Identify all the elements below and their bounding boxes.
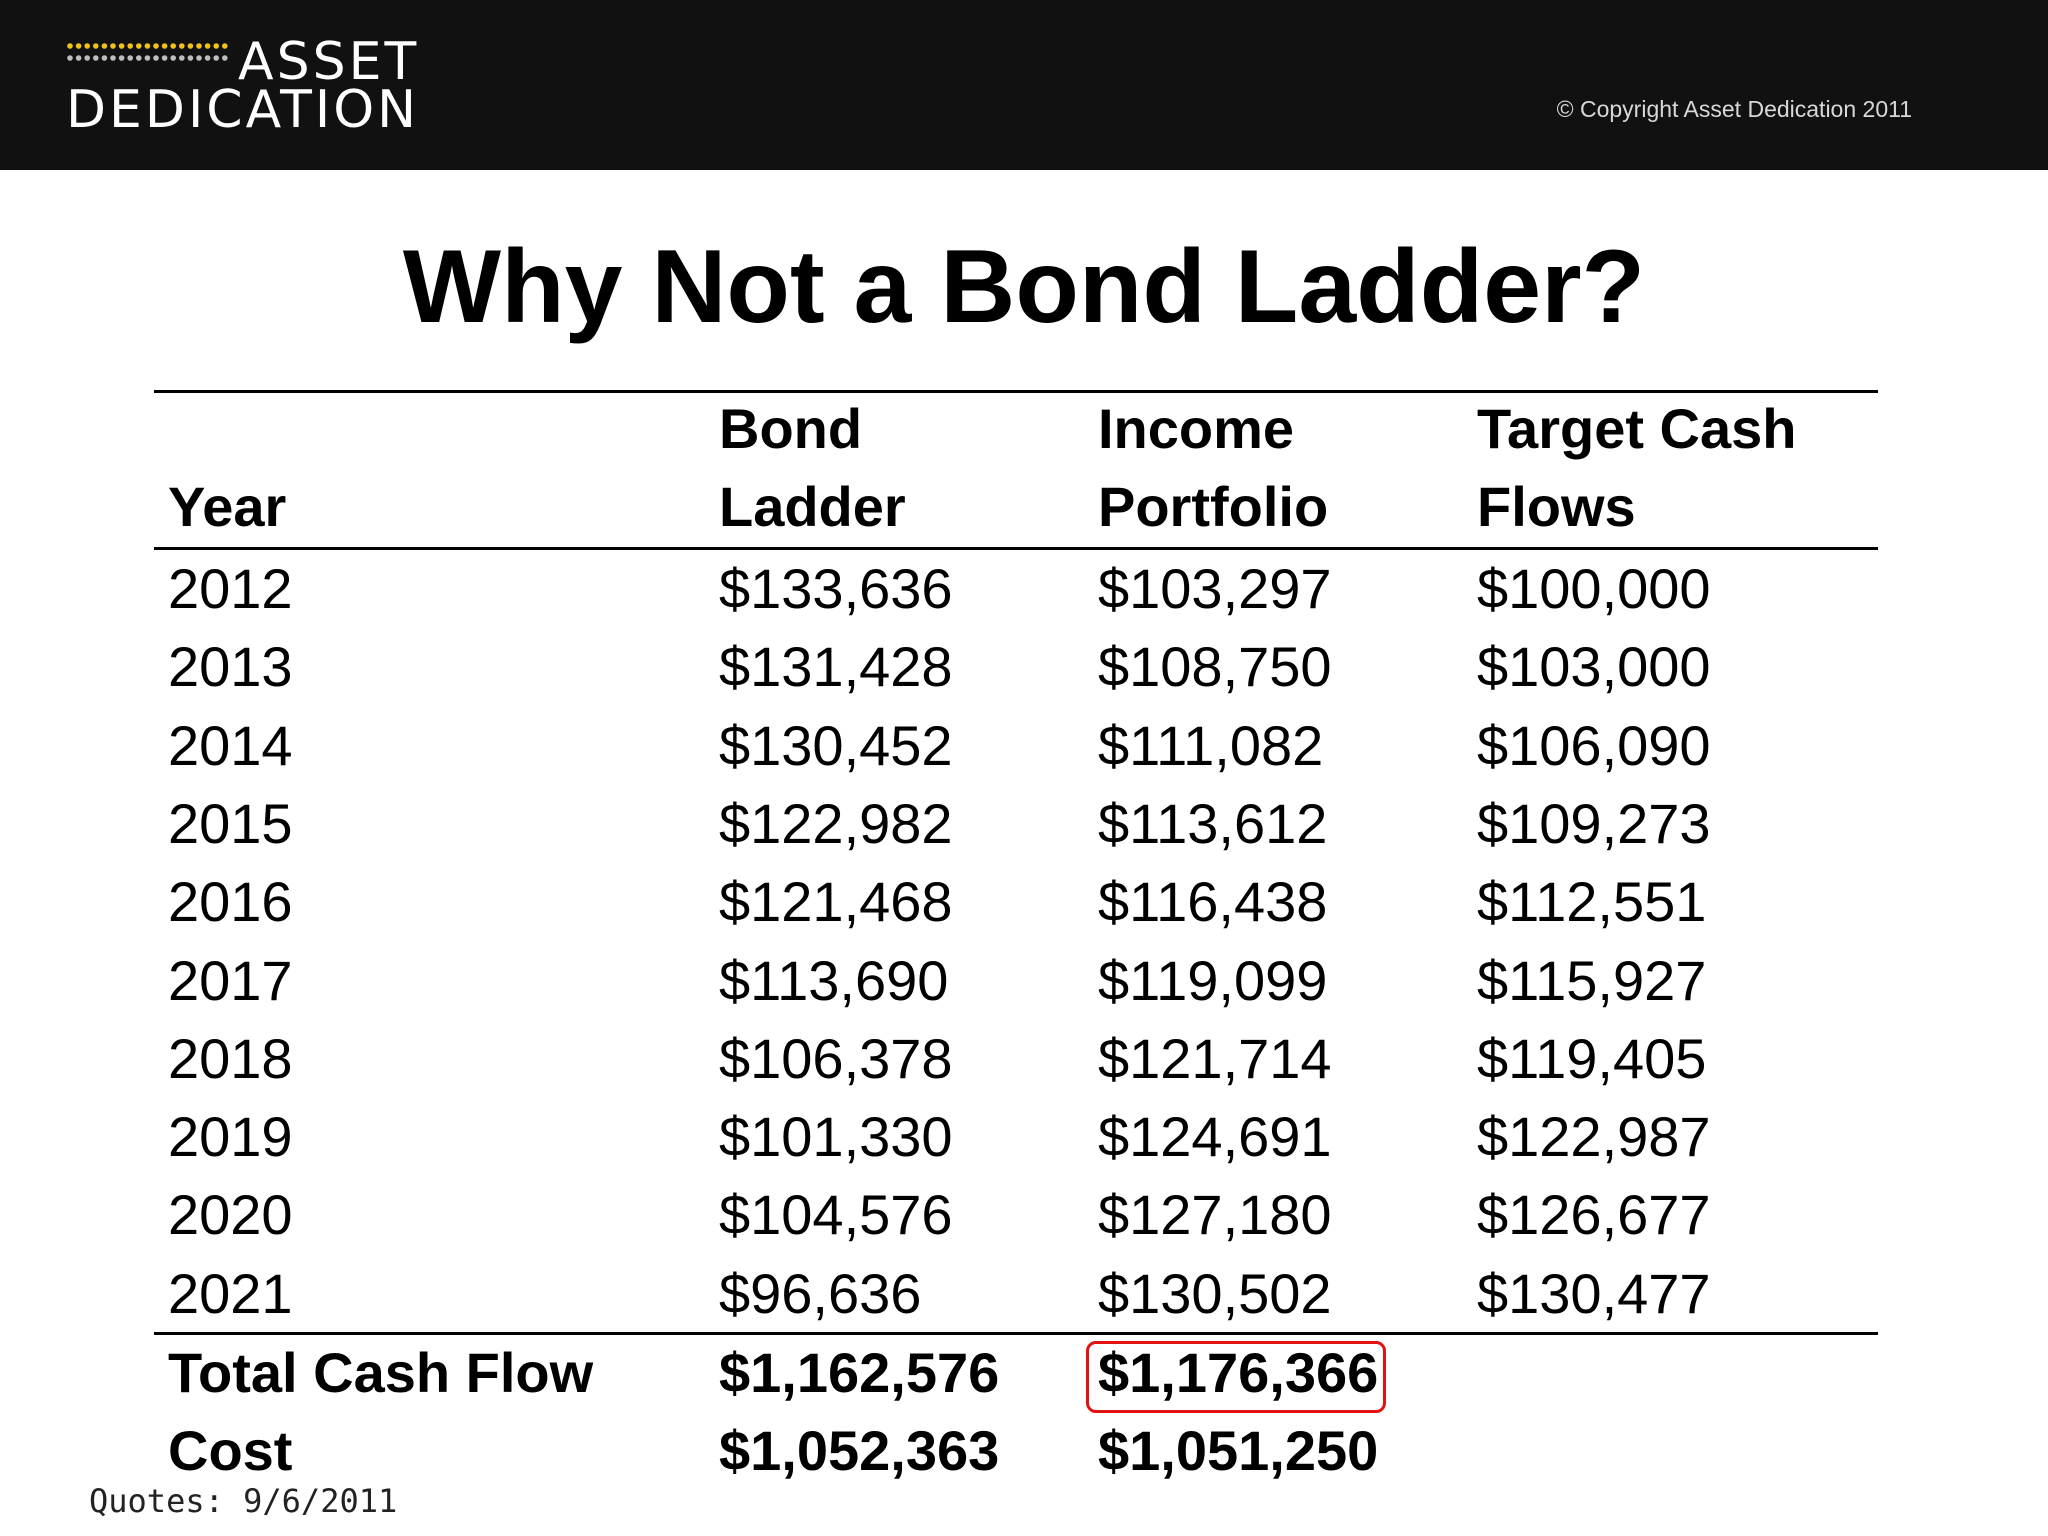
cell-target-cash-flows: $115,927 — [1477, 948, 1707, 1012]
asset-dedication-logo — [66, 30, 426, 140]
logo-dot — [76, 55, 82, 61]
logo-dot — [127, 55, 133, 61]
cell-bond-ladder: $96,636 — [719, 1261, 922, 1325]
logo-dot — [110, 55, 116, 61]
cell-income-portfolio: $124,691 — [1098, 1105, 1332, 1169]
cell-year: 2016 — [168, 870, 293, 934]
logo-dot — [127, 43, 133, 49]
header-bond-ladder-line2: Ladder — [719, 475, 906, 538]
cell-target-cash-flows: $109,273 — [1477, 791, 1711, 855]
cell-bond-ladder: $121,468 — [719, 870, 953, 934]
cell-bond-ladder: $106,378 — [719, 1026, 953, 1090]
logo-dot — [153, 55, 159, 61]
logo-dot — [119, 43, 125, 49]
logo-dot — [179, 43, 185, 49]
cell-income-portfolio: $127,180 — [1098, 1183, 1332, 1247]
logo-dot — [153, 43, 159, 49]
quotes-date-footnote: Quotes: 9/6/2011 — [89, 1482, 398, 1520]
cell-bond-ladder: $113,690 — [719, 948, 949, 1012]
cost-income-portfolio: $1,051,250 — [1098, 1419, 1379, 1482]
logo-dot — [84, 43, 90, 49]
cell-target-cash-flows: $112,551 — [1477, 870, 1707, 934]
logo-dot — [84, 55, 90, 61]
logo-dot — [170, 55, 176, 61]
header-bar — [0, 0, 2048, 170]
cell-year: 2015 — [168, 791, 293, 855]
cell-bond-ladder: $133,636 — [719, 557, 953, 620]
cell-year: 2012 — [168, 557, 293, 620]
cell-target-cash-flows: $100,000 — [1477, 557, 1711, 620]
cell-income-portfolio: $111,082 — [1098, 713, 1324, 777]
logo-dot — [136, 43, 142, 49]
header-income-portfolio-line2: Portfolio — [1098, 475, 1329, 538]
cell-target-cash-flows: $122,987 — [1477, 1105, 1711, 1169]
header-income-portfolio-line1: Income — [1098, 397, 1295, 460]
logo-dot — [136, 55, 142, 61]
header-target-line2: Flows — [1477, 475, 1636, 538]
logo-dot — [102, 55, 108, 61]
cell-bond-ladder: $130,452 — [719, 713, 953, 777]
cell-year: 2018 — [168, 1026, 293, 1090]
cell-year: 2014 — [168, 713, 293, 777]
logo-dot — [222, 43, 228, 49]
total-cash-flow-label: Total Cash Flow — [168, 1341, 594, 1404]
header-bond-ladder-line1: Bond — [719, 397, 863, 460]
logo-dot — [205, 55, 211, 61]
logo-dot — [145, 55, 151, 61]
cell-target-cash-flows: $130,477 — [1477, 1261, 1711, 1325]
header-year: Year — [168, 475, 287, 538]
logo-dot — [93, 43, 99, 49]
header-target-line1: Target Cash — [1477, 397, 1797, 460]
logo-dot — [188, 55, 194, 61]
logo-dot — [102, 43, 108, 49]
logo-dot — [145, 43, 151, 49]
page-title: Why Not a Bond Ladder? — [402, 229, 1646, 345]
logo-dots-icon — [66, 38, 236, 78]
cell-income-portfolio: $121,714 — [1098, 1026, 1332, 1090]
logo-dot — [162, 43, 168, 49]
cell-year: 2013 — [168, 635, 293, 699]
cell-target-cash-flows: $119,405 — [1477, 1026, 1707, 1090]
cell-income-portfolio: $119,099 — [1098, 948, 1328, 1012]
cell-year: 2019 — [168, 1105, 293, 1169]
cell-year: 2020 — [168, 1183, 293, 1247]
cell-income-portfolio: $116,438 — [1098, 870, 1328, 934]
cost-bond-ladder: $1,052,363 — [719, 1419, 1000, 1482]
logo-dot — [205, 43, 211, 49]
cell-income-portfolio: $108,750 — [1098, 635, 1332, 699]
cell-bond-ladder: $104,576 — [719, 1183, 953, 1247]
total-bond-ladder: $1,162,576 — [719, 1341, 1000, 1404]
logo-dot — [196, 43, 202, 49]
logo-dot — [170, 43, 176, 49]
logo-dot — [222, 55, 228, 61]
logo-dot — [119, 55, 125, 61]
copyright-notice: © Copyright Asset Dedication 2011 — [1556, 96, 1912, 122]
cell-income-portfolio: $130,502 — [1098, 1261, 1332, 1325]
highlight-box — [1086, 1341, 1386, 1413]
logo-dot — [213, 55, 219, 61]
logo-dot — [76, 43, 82, 49]
logo-dot — [93, 55, 99, 61]
cell-target-cash-flows: $126,677 — [1477, 1183, 1711, 1247]
cell-target-cash-flows: $103,000 — [1477, 635, 1711, 699]
cell-bond-ladder: $101,330 — [719, 1105, 953, 1169]
logo-text-dedication: DEDICATION — [66, 80, 420, 140]
cost-label: Cost — [168, 1419, 293, 1482]
logo-dot — [67, 55, 73, 61]
cell-income-portfolio: $113,612 — [1098, 791, 1328, 855]
total-income-portfolio: $1,176,366 — [1098, 1341, 1379, 1404]
cell-bond-ladder: $122,982 — [719, 791, 953, 855]
logo-dot — [162, 55, 168, 61]
cell-year: 2021 — [168, 1261, 293, 1325]
cell-income-portfolio: $103,297 — [1098, 557, 1332, 620]
logo-dot — [179, 55, 185, 61]
logo-dot — [196, 55, 202, 61]
logo-text-asset: ASSET — [238, 32, 420, 92]
logo-dot — [188, 43, 194, 49]
cell-target-cash-flows: $106,090 — [1477, 713, 1711, 777]
logo-dot — [110, 43, 116, 49]
cell-bond-ladder: $131,428 — [719, 635, 953, 699]
cell-year: 2017 — [168, 948, 293, 1012]
logo-dot — [67, 43, 73, 49]
logo-dot — [213, 43, 219, 49]
